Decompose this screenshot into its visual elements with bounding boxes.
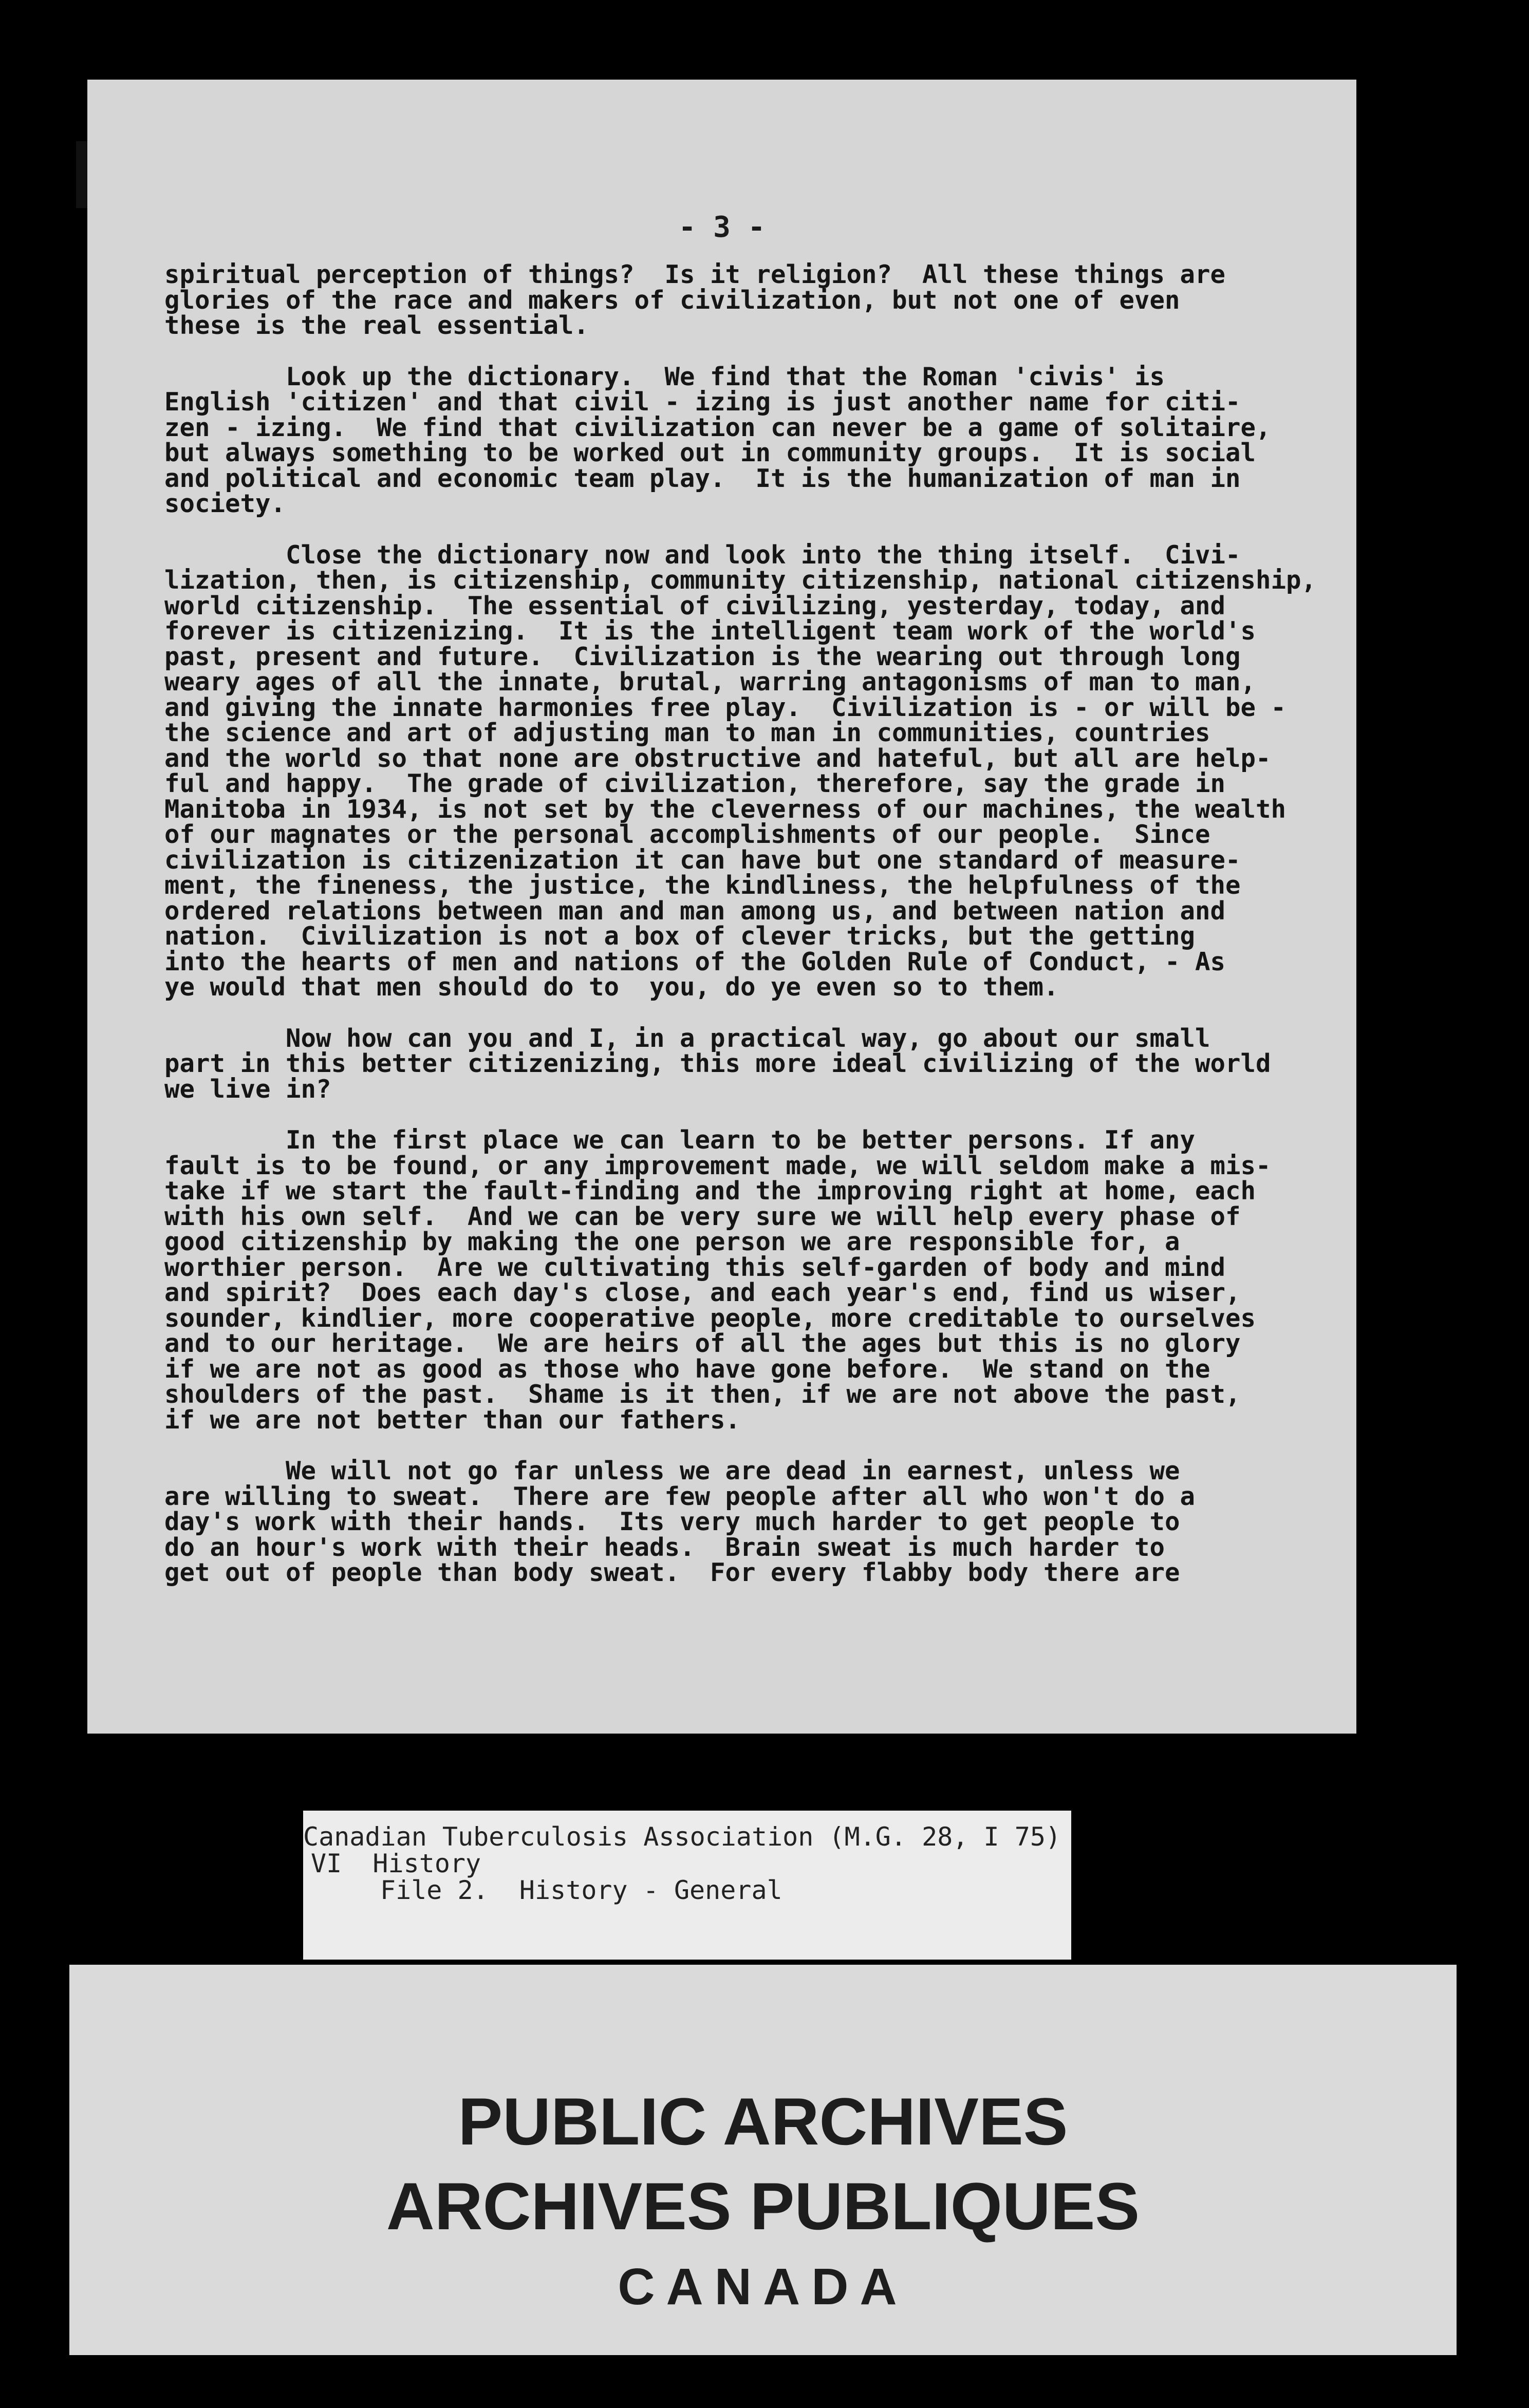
text-line: ye would that men should do to you, do ye even so to them. [164,972,1059,1002]
text-line: good citizenship by making the one person we are responsible for, a [164,1227,1180,1256]
text-line: Now how can you and I, in a practical way, go about our small [164,1023,1210,1053]
text-line: Close the dictionary now and look into the thing itself. Civi- [164,540,1241,570]
text-line: glories of the race and makers of civilization, but not one of even [164,285,1180,315]
text-line: sounder, kindlier, more cooperative people, more creditable to ourselves [164,1303,1256,1333]
text-line: forever is citizenizing. It is the intelligent team work of the world's [164,616,1256,646]
text-line: ordered relations between man and man among us, and between nation and [164,896,1226,926]
text-line: are willing to sweat. There are few people after all who won't do a [164,1481,1196,1511]
text-line: and to our heritage. We are heirs of all the ages but this is no glory [164,1329,1241,1358]
text-line: and spirit? Does each day's close, and each year's end, find us wiser, [164,1278,1241,1307]
text-line: and the world so that none are obstructive and hateful, but all are help- [164,743,1271,773]
text-line: and giving the innate harmonies free play. Civilization is - or will be - [164,692,1286,722]
binder-clip-mark [76,141,87,208]
paragraph [164,1023,1320,1104]
paragraph [164,1127,1320,1433]
text-line: ful and happy. The grade of civilization, therefore, say the grade in [164,769,1226,798]
text-line: into the hearts of men and nations of the Golden Rule of Conduct, - As [164,947,1226,976]
paragraph [164,542,1320,1000]
file-label-line-2: VI History [311,1849,481,1878]
text-line: weary ages of all the innate, brutal, warring antagonisms of man to man, [164,667,1256,697]
text-line: past, present and future. Civilization is the wearing out through long [164,642,1241,671]
text-line: but always something to be worked out in community groups. It is social [164,438,1256,467]
text-line: these is the real essential. [164,311,589,340]
text-line: get out of people than body sweat. For every flabby body there are [164,1558,1180,1587]
text-line: ment, the fineness, the justice, the kindliness, the helpfulness of the [164,871,1241,900]
text-line: shoulders of the past. Shame is it then, if we are not above the past, [164,1380,1241,1409]
text-line: do an hour's work with their heads. Brain sweat is much harder to [164,1532,1165,1562]
text-line: Look up the dictionary. We find that the Roman 'civis' is [164,362,1165,391]
text-line: zen - izing. We find that civilization can never be a game of solitaire, [164,412,1271,442]
text-line: nation. Civilization is not a box of clever tricks, but the getting [164,921,1196,951]
text-line: We will not go far unless we are dead in earnest, unless we [164,1456,1180,1485]
typewritten-page [87,80,1356,1734]
text-line: world citizenship. The essential of civilizing, yesterday, today, and [164,591,1226,620]
text-line: In the first place we can learn to be better persons. If any [164,1125,1196,1155]
file-label-line-3: File 2. History - General [380,1875,782,1905]
file-label-line-1: Canadian Tuberculosis Association (M.G. 28, I 75) [303,1822,1061,1852]
paragraph [164,262,1320,338]
text-line: spiritual perception of things? Is it religion? All these things are [164,260,1226,289]
archives-stamp [69,1965,1457,2355]
file-reference-label [303,1811,1071,1960]
paragraph [164,364,1320,517]
text-line: part in this better citizenizing, this more ideal civilizing of the world [164,1049,1271,1078]
text-line: if we are not as good as those who have gone before. We stand on the [164,1354,1210,1384]
text-line: we live in? [164,1074,331,1104]
text-line: of our magnates or the personal accomplishments of our people. Since [164,820,1210,849]
text-line: lization, then, is citizenship, community citizenship, national citizenship, [164,566,1317,595]
text-line: and political and economic team play. It is the humanization of man in [164,463,1241,493]
text-line: the science and art of adjusting man to man in communities, countries [164,718,1210,747]
text-line: society. [164,489,286,518]
page-number: - 3 - [678,211,766,244]
text-line: Manitoba in 1934, is not set by the cleverness of our machines, the wealth [164,794,1286,824]
text-line: day's work with their hands. Its very much harder to get people to [164,1507,1180,1536]
stamp-line-french: ARCHIVES PUBLIQUES [386,2169,1140,2244]
stamp-line-country: CANADA [618,2258,908,2316]
body-text [164,262,1320,1611]
text-line: take if we start the fault-finding and the improving right at home, each [164,1176,1256,1206]
text-line: civilization is citizenization it can have but one standard of measure- [164,845,1241,875]
paragraph [164,1458,1320,1586]
text-line: if we are not better than our fathers. [164,1405,741,1435]
text-line: English 'citizen' and that civil - izing is just another name for citi- [164,387,1241,417]
text-line: fault is to be found, or any improvement made, we will seldom make a mis- [164,1151,1271,1180]
text-line: worthier person. Are we cultivating this self-garden of body and mind [164,1252,1226,1282]
stamp-line-english: PUBLIC ARCHIVES [458,2084,1068,2159]
text-line: with his own self. And we can be very sure we will help every phase of [164,1201,1241,1231]
